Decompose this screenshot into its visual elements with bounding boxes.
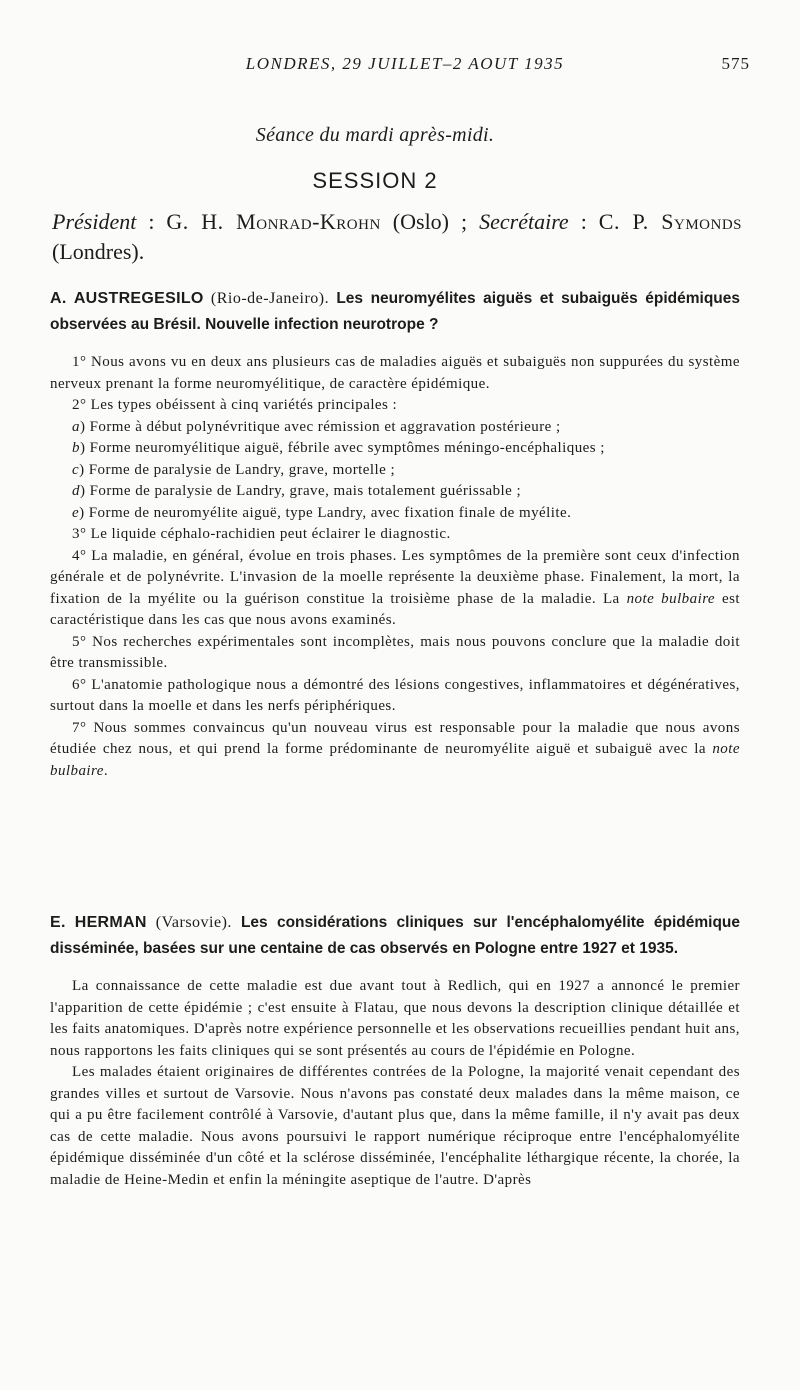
paragraph: 4° La maladie, en général, évolue en trois phases. Les symptômes de la première sont ceux d'infection générale et de polynévrite. L'invasion de la moelle représente la deuxième phase. Finalement, la mort, la fixation de la myélite ou la guérison constitue la troisième phase de la maladie. La note bulbaire est caractéristique dans les cas que nous avons examinés. bbox=[50, 547, 740, 628]
list-item: d) Forme de paralysie de Landry, grave, mais totalement guérissable ; bbox=[72, 483, 522, 499]
president-label: Président bbox=[52, 209, 137, 234]
paragraph: 6° L'anatomie pathologique nous a démontré des lésions congestives, inflammatoires et dégénératives, surtout dans la moelle et dans les nerfs périphériques. bbox=[50, 676, 740, 714]
paragraph: 5° Nos recherches expérimentales sont incomplètes, mais nous pouvons conclure que la maladie doit être transmissible. bbox=[50, 633, 740, 671]
running-header bbox=[60, 54, 750, 78]
report-letter: E. bbox=[50, 914, 66, 931]
paragraph: 7° Nous sommes convaincus qu'un nouveau virus est responsable pour la maladie que nous avons étudiée chez nous, et qui prend la forme prédominante de neuromyélite aiguë et subaiguë avec la note bulbaire. bbox=[50, 719, 740, 779]
secretary-place: (Londres). bbox=[52, 239, 145, 264]
session-subtitle: Séance du mardi après-midi. bbox=[255, 124, 495, 146]
secretary-label: Secrétaire bbox=[479, 209, 569, 234]
report-herman bbox=[50, 910, 740, 1191]
list-item: b) Forme neuromyélitique aiguë, fébrile avec symptômes méningo-encéphaliques ; bbox=[72, 440, 605, 456]
list-item: a) Forme à début polynévritique avec rémission et aggravation postérieure ; bbox=[72, 418, 561, 435]
president-name: G. H. Monrad-Krohn bbox=[166, 209, 381, 234]
paragraph: Les malades étaient originaires de différentes contrées de la Pologne, la majorité venait cependant des grandes villes et surtout de Varsovie. Nous n'avons pas constaté deux malades dans la même maison, ce qui a pu être facilement contrôlé à Varsovie, d'autant plus que, dans la même famille, il n'y avait pas deux cas de cette maladie. Nous avons poursuivi le rapport numérique réciproque entre l'encéphalomyélite épidémique disséminée d'un côté et la sclérose disséminée, l'encéphalite léthargique récente, la chorée, la maladie de Heine-Medin et enfin la méningite aseptique de l'autre. D'après bbox=[50, 1064, 740, 1188]
running-title: LONDRES, 29 JUILLET–2 AOUT 1935 bbox=[245, 54, 565, 73]
paragraph: 1° Nous avons vu en deux ans plusieurs cas de maladies aiguës et subaiguës non suppurées du système nerveux prenant la forme neuromyélitique, de caractère épidémique. bbox=[50, 354, 740, 392]
report-body bbox=[50, 352, 740, 782]
report-letter: A. bbox=[50, 290, 67, 307]
session-officers: Président : G. H. Monrad-Krohn (Oslo) ; Secrétaire : C. P. Symonds (Londres). bbox=[52, 209, 742, 264]
report-body bbox=[50, 976, 740, 1191]
report-place: (Rio-de-Janeiro). bbox=[210, 290, 330, 307]
report-author: HERMAN bbox=[74, 914, 147, 931]
report-title: Les considérations cliniques sur l'encéphalomyélite épidémique disséminée, basées sur une centaine de cas observés en Pologne entre 1927 et 1935. bbox=[50, 914, 740, 957]
paragraph: 2° Les types obéissent à cinq variétés principales : bbox=[72, 397, 398, 413]
report-heading bbox=[50, 286, 740, 338]
report-austregesilo bbox=[50, 286, 740, 782]
paragraph: 3° Le liquide céphalo-rachidien peut éclairer le diagnostic. bbox=[72, 526, 451, 542]
report-title: Les neuromyélites aiguës et subaiguës épidémiques observées au Brésil. Nouvelle infection neurotrope ? bbox=[50, 290, 741, 333]
list-item: c) Forme de paralysie de Landry, grave, mortelle ; bbox=[72, 461, 396, 478]
report-author: AUSTREGESILO bbox=[73, 290, 204, 307]
report-heading bbox=[50, 910, 740, 962]
list-item: e) Forme de neuromyélite aiguë, type Landry, avec fixation finale de myélite. bbox=[72, 504, 572, 521]
secretary-name: C. P. Symonds bbox=[598, 209, 742, 234]
page-number: 575 bbox=[721, 54, 750, 73]
report-place: (Varsovie). bbox=[155, 914, 232, 931]
president-place: (Oslo) bbox=[392, 209, 450, 234]
paragraph: La connaissance de cette maladie est due avant tout à Redlich, qui en 1927 a annoncé le premier l'apparition de cette épidémie ; c'est ensuite à Flatau, que nous devons la description clinique détaillée et les faits anatomiques. D'après notre expérience personnelle et les observations recueillies pendant huit ans, nous rapportons les faits cliniques qui se sont présentés au cours de l'épidémie en Pologne. bbox=[50, 978, 740, 1059]
session-title: SESSION 2 bbox=[312, 168, 438, 193]
